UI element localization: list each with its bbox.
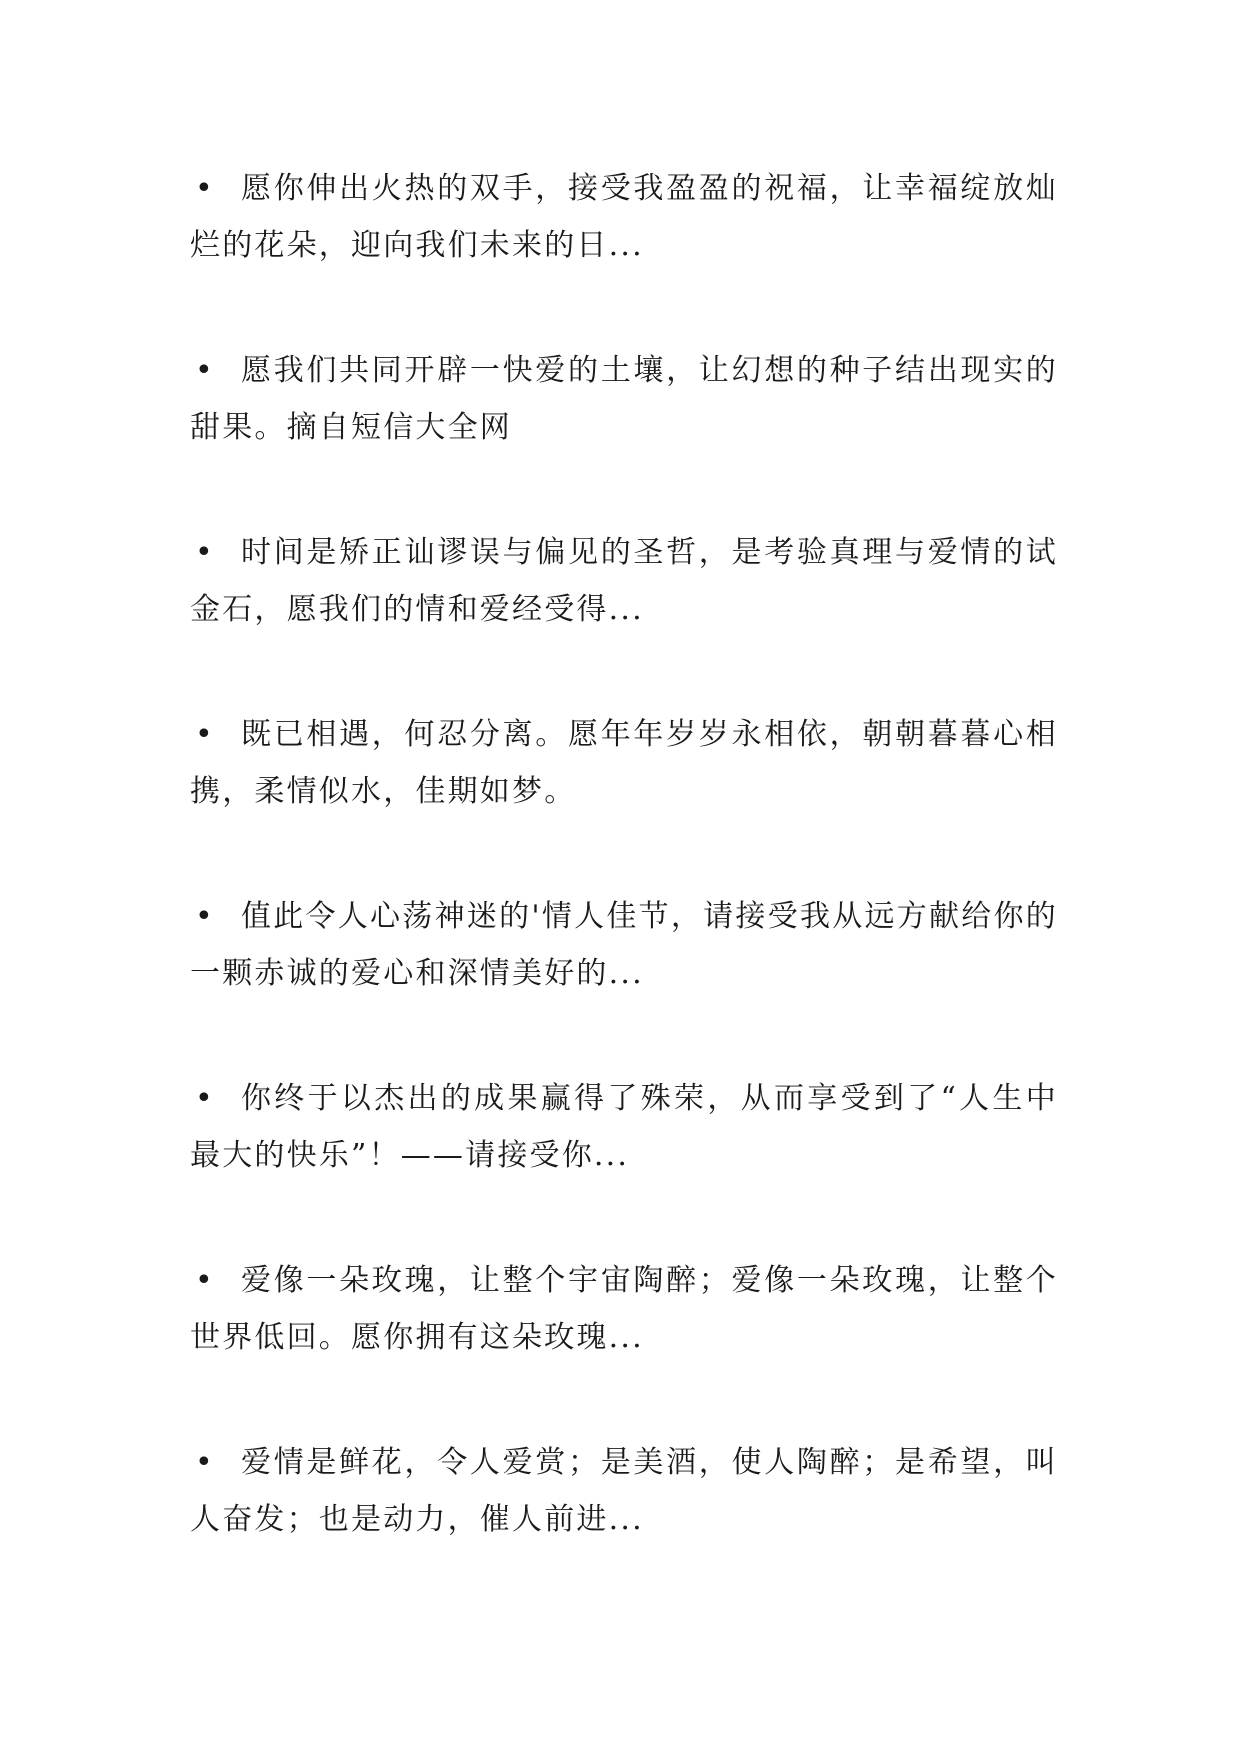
list-item-text: 你终于以杰出的成果赢得了殊荣，从而享受到了“人生中最大的快乐”！——请接受你...	[190, 1081, 1058, 1173]
list-item-text: 时间是矫正讪谬误与偏见的圣哲，是考验真理与爱情的试金石，愿我们的情和爱经受得...	[190, 535, 1058, 627]
wish-list	[190, 160, 1058, 1616]
list-item-text: 爱情是鲜花，令人爱赏；是美酒，使人陶醉；是希望，叫人奋发；也是动力，催人前进...	[190, 1445, 1058, 1537]
bullet-icon: •	[195, 353, 215, 388]
list-item	[190, 1070, 1058, 1184]
list-item	[190, 524, 1058, 638]
bullet-icon: •	[195, 1445, 215, 1480]
list-item-text: 值此令人心荡神迷的'情人佳节，请接受我从远方献给你的一颗赤诚的爱心和深情美好的...	[190, 899, 1058, 991]
bullet-icon: •	[195, 899, 215, 934]
bullet-icon: •	[195, 1081, 215, 1116]
list-item-text: 爱像一朵玫瑰，让整个宇宙陶醉；爱像一朵玫瑰，让整个世界低回。愿你拥有这朵玫瑰...	[190, 1263, 1058, 1355]
list-item	[190, 706, 1058, 820]
list-item	[190, 342, 1058, 456]
list-item-text: 愿你伸出火热的双手，接受我盈盈的祝福，让幸福绽放灿烂的花朵，迎向我们未来的日...	[190, 171, 1058, 263]
list-item	[190, 160, 1058, 274]
list-item-text: 愿我们共同开辟一快爱的土壤，让幻想的种子结出现实的甜果。摘自短信大全网	[190, 353, 1058, 445]
bullet-icon: •	[195, 535, 215, 570]
list-item	[190, 888, 1058, 1002]
bullet-icon: •	[195, 1263, 215, 1298]
list-item-text: 既已相遇，何忍分离。愿年年岁岁永相依，朝朝暮暮心相携，柔情似水，佳期如梦。	[190, 717, 1058, 809]
list-item	[190, 1434, 1058, 1548]
bullet-icon: •	[195, 717, 215, 752]
list-item	[190, 1252, 1058, 1366]
bullet-icon: •	[195, 171, 215, 206]
